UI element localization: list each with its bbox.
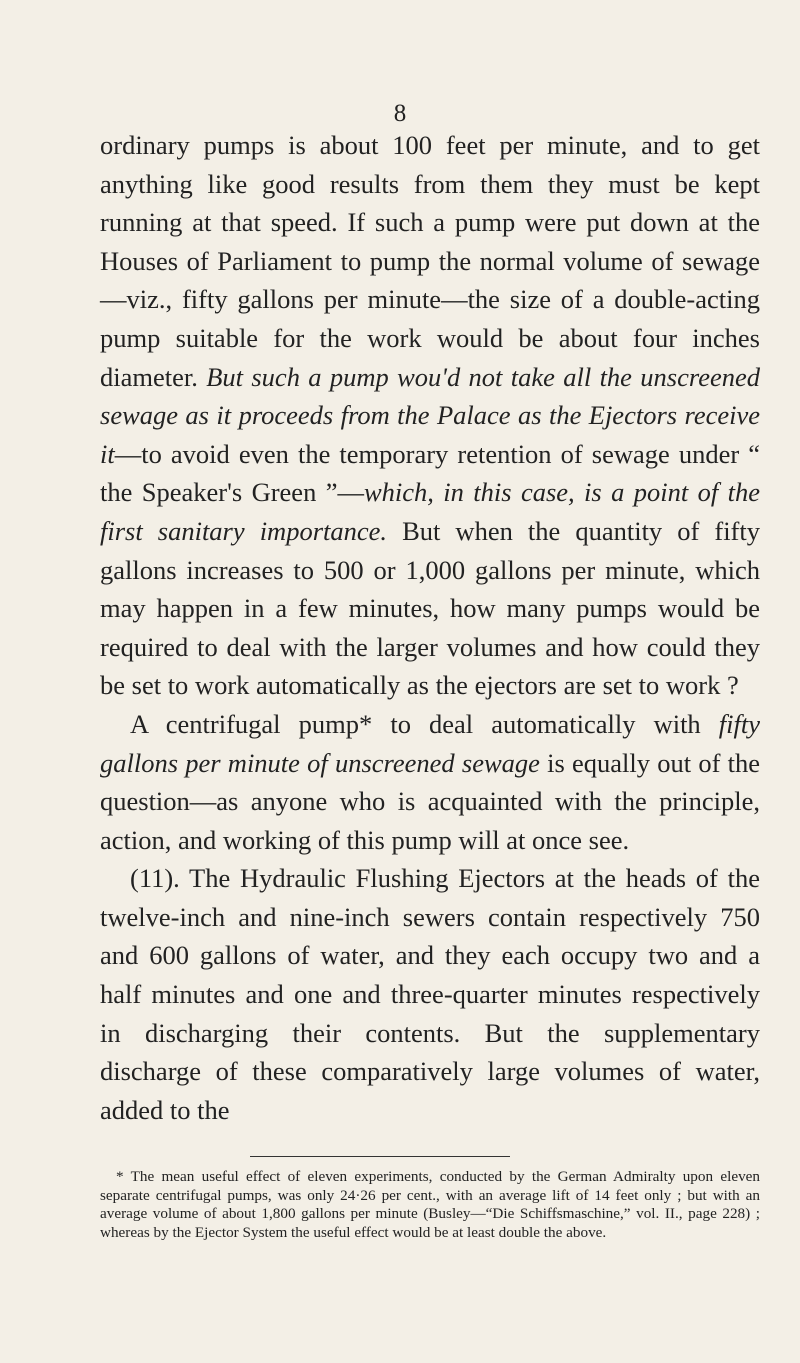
footnote-divider (250, 1156, 510, 1157)
page-number: 8 (393, 100, 407, 127)
body-text (100, 126, 760, 1129)
text-run: (11). The Hydraulic Flushing Ejectors at the heads of the twelve-inch and nine-inch sewers contain respectively 750 and 600 gallons of water, and they each occupy two and a half minutes and one and three-quarter minutes respectively in discharging their contents. But the supplementary discharge of these comparatively large volumes of water, added to the (100, 863, 760, 1125)
paragraph-1 (100, 126, 760, 705)
footnote: * The mean useful effect of eleven experiments, conducted by the German Admiralty upon eleven separate centrifugal pumps, was only 24·26 per cent., with an average lift of 14 feet only ; but with an average volume of about 1,800 gallons per minute (Busley—“Die Schiffsmaschine,” vol. II., page 228) ; whereas by the Ejector System the useful effect would be at least double the above. (100, 1168, 760, 1241)
italic-text-run: fifty gallons per minute of unscreened sewage (100, 708, 760, 778)
paragraph-3 (100, 859, 760, 1129)
text-run: A centrifugal pump* to deal automatically with (130, 708, 719, 739)
text-run: ordinary pumps is about 100 feet per minute, and to get anything like good results from them they must be kept running at that speed. If such a pump were put down at the Houses of Parliament to pump the normal volume of sewage—viz., fifty gallons per minute—the size of a double-acting pump suitable for the work would be about four inches diameter. (100, 130, 760, 392)
text-run: But when the quantity of fifty gallons increases to 500 or 1,000 gallons per minute, which may happen in a few minutes, how many pumps would be required to deal with the larger volumes and how could they be set to work automatically as the ejectors are set to work ? (100, 515, 760, 701)
italic-text-run: But such a pump wou'd not take all the unscreened sewage as it proceeds from the Palace as the Ejectors receive it (100, 361, 760, 469)
italic-text-run: which, in this case, is a point of the first sanitary importance. (100, 477, 760, 546)
text-run: is equally out of the question—as anyone who is acquainted with the principle, action, and working of this pump will at once see. (100, 747, 760, 855)
text-run: —to avoid even the temporary retention of sewage under “ the Speaker's Green ”— (100, 438, 760, 508)
paragraph-2 (100, 705, 760, 859)
